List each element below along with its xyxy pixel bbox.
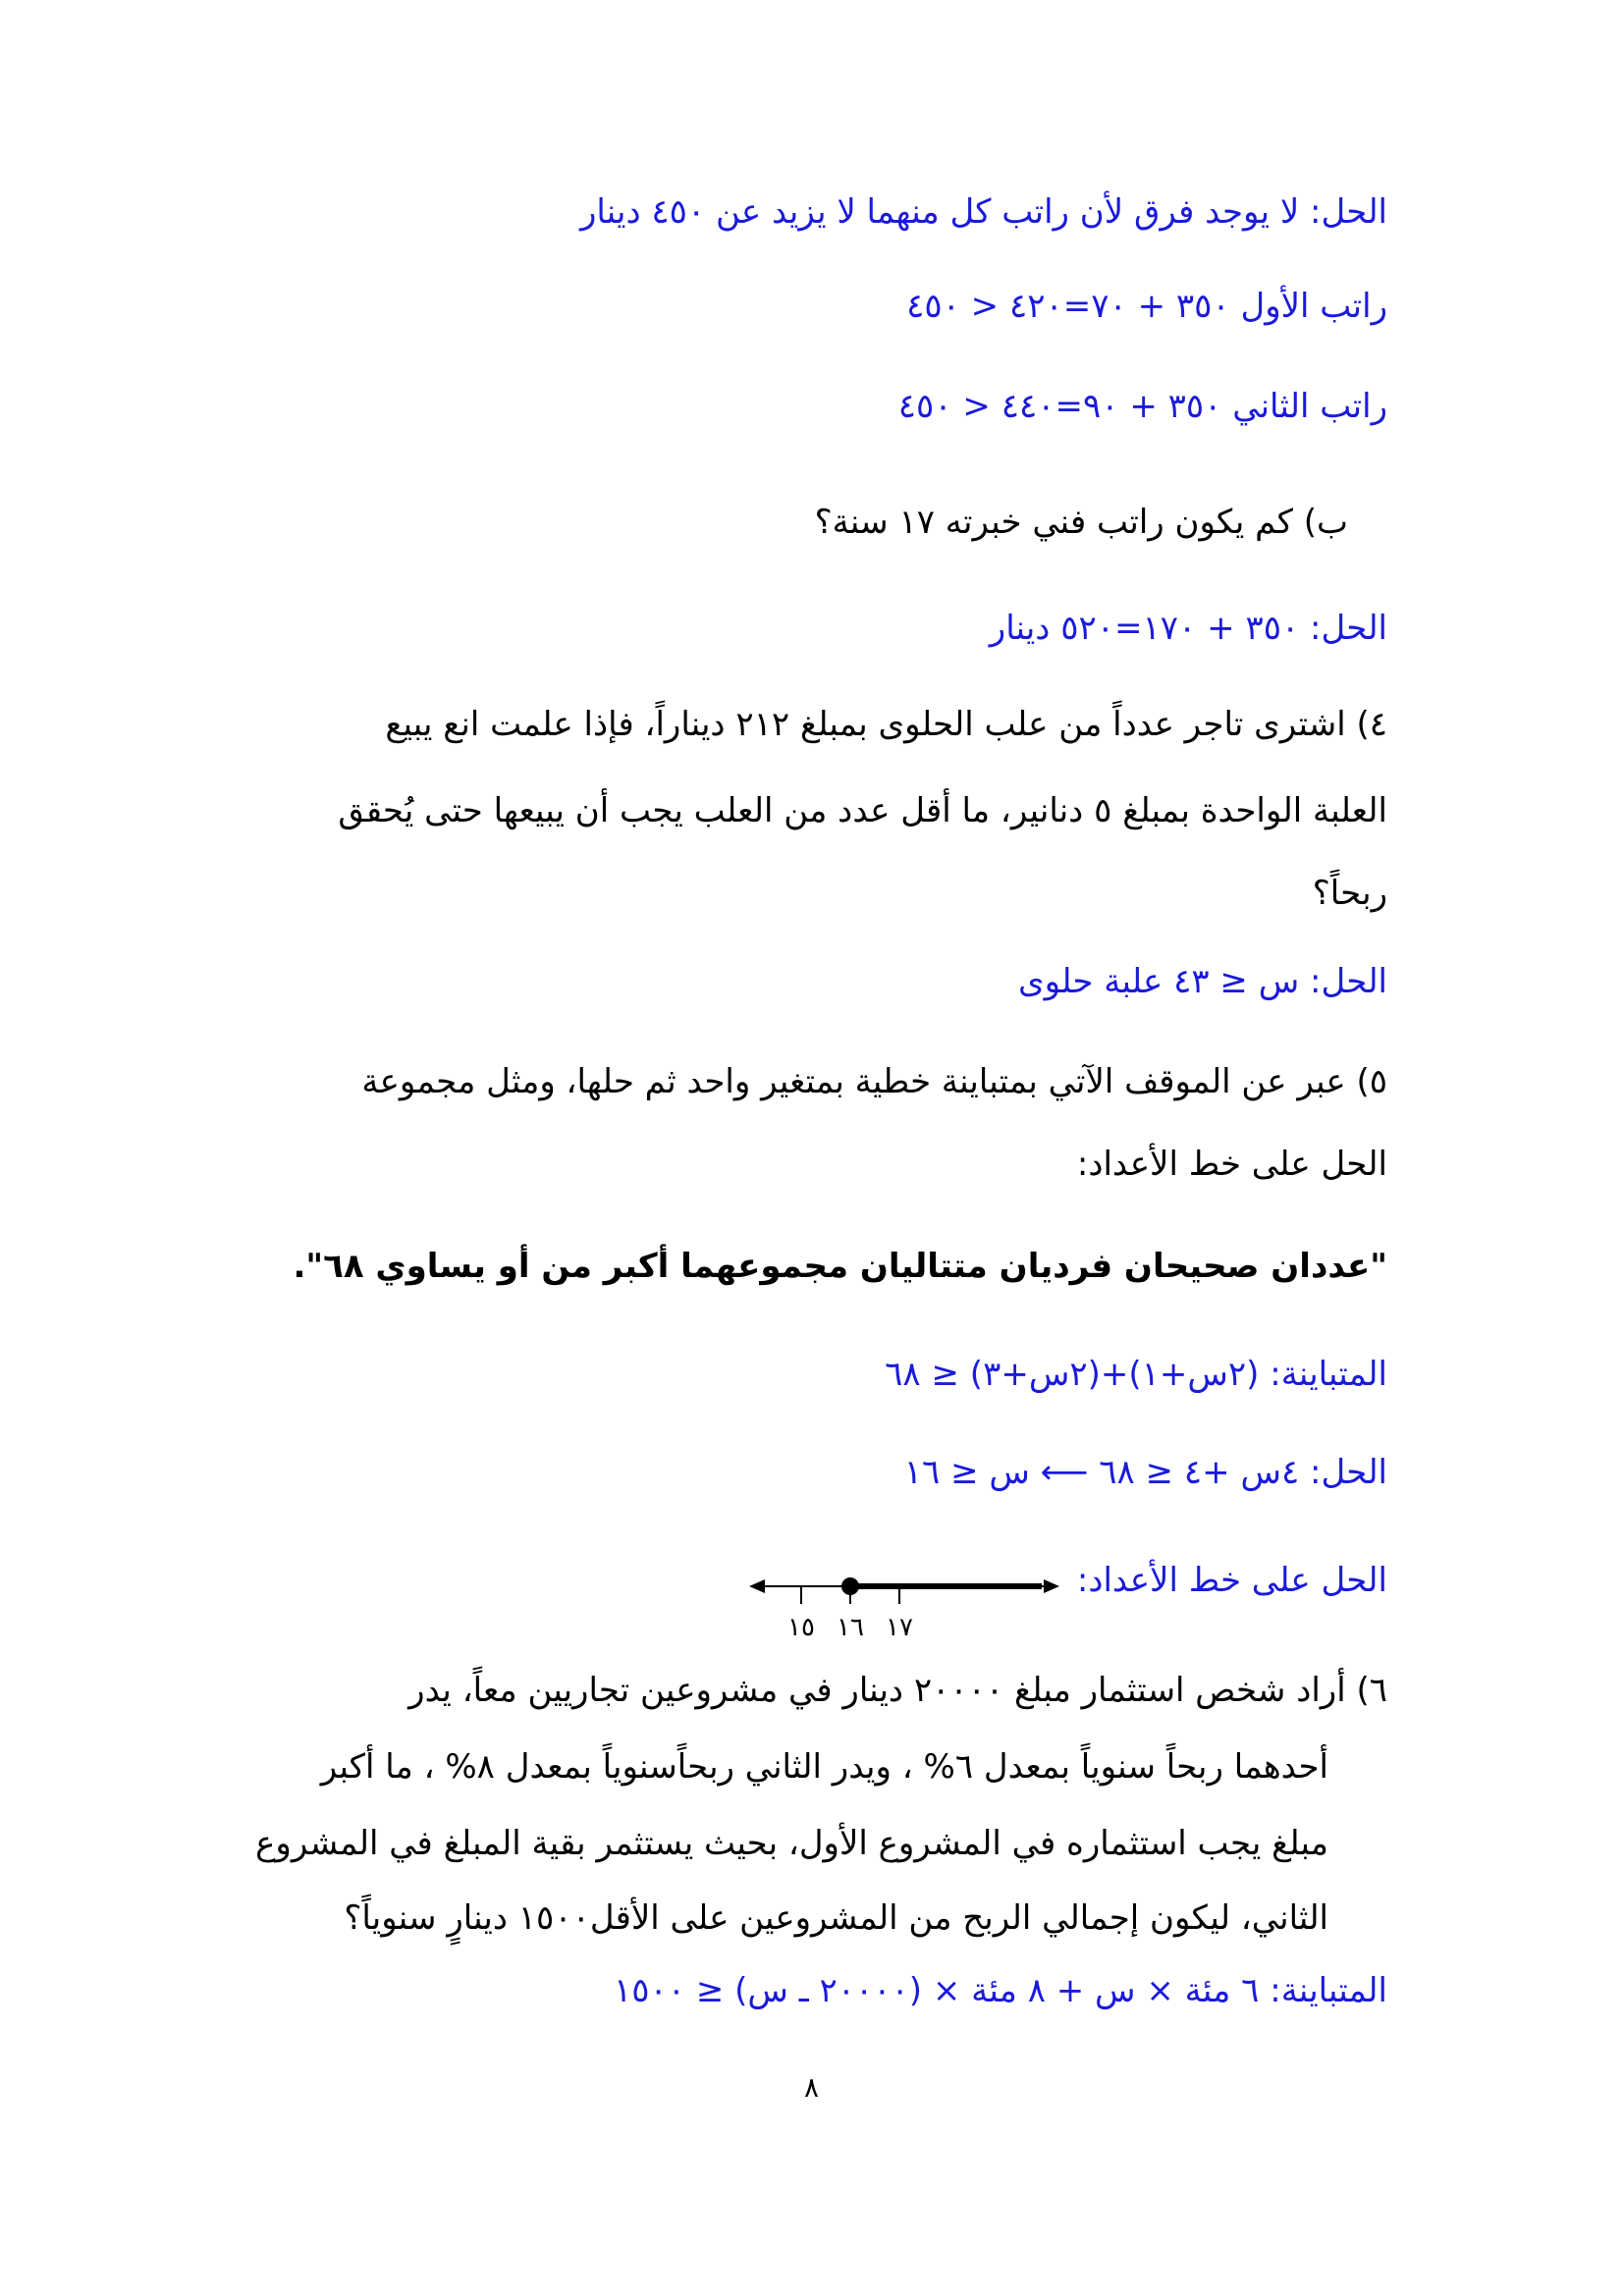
left-arrow-icon [749,1579,765,1593]
right-arrow-icon [1044,1579,1059,1593]
question-4-line-1: ٤) اشترى تاجر عدداً من علب الحلوى بمبلغ ٢١٢ ديناراً، فإذا علمت انع يبيع [385,705,1387,744]
inequality-question-5: المتباينة: (٢س+١)+(٢س+٣) ≤ ٦٨ [885,1355,1387,1394]
tick-label-17: ١٧ [885,1613,913,1642]
closed-point-16 [841,1577,859,1595]
solution-question-5: الحل: ٤س +٤ ≤ ٦٨ ⟵ س ≤ ١٦ [903,1453,1387,1492]
tick-label-15: ١٥ [786,1613,815,1642]
solution-line-first-salary: راتب الأول ٣٥٠ + ٧٠=٤٢٠ < ٤٥٠ [906,287,1387,326]
page-number: ٨ [803,2071,820,2104]
question-line-b: ب) كم يكون راتب فني خبرته ١٧ سنة؟ [814,503,1348,542]
question-6-line-4: الثاني، ليكون إجمالي الربح من المشروعين على الأقل١٥٠٠ دينارٍ سنوياً؟ [344,1898,1328,1938]
number-line-diagram [747,1561,1061,1649]
question-6-line-2: أحدهما ربحاً سنوياً بمعدل ٦% ، ويدر الثاني ربحاًسنوياً بمعدل ٨% ، ما أكبر [320,1747,1328,1787]
tick-label-16: ١٦ [836,1613,864,1642]
inequality-question-6: المتباينة: ٦ مئة × س + ٨ مئة × (٢٠٠٠٠ ـ س) ≤ ١٥٠٠ [613,1971,1387,2010]
question-6-line-1: ٦) أراد شخص استثمار مبلغ ٢٠٠٠٠ دينار في مشروعين تجاريين معاً، يدر [408,1671,1387,1710]
solution-line-salary-no-difference: الحل: لا يوجد فرق لأن راتب كل منهما لا يزيد عن ٤٥٠ دينار [579,192,1387,232]
question-5-line-1: ٥) عبر عن الموقف الآتي بمتباينة خطية بمتغير واحد ثم حلها، ومثل مجموعة [361,1062,1387,1101]
solution-line-17-years: الحل: ٣٥٠ + ١٧٠=٥٢٠ دينار [989,609,1387,648]
question-5-line-2: الحل على خط الأعداد: [1076,1145,1387,1184]
number-line-label: الحل على خط الأعداد: [1076,1561,1387,1600]
question-5-statement: "عددان صحيحان فرديان متتاليان مجموعهما أكبر من أو يساوي ٦٨". [293,1247,1387,1286]
solution-line-second-salary: راتب الثاني ٣٥٠ + ٩٠=٤٤٠ < ٤٥٠ [897,387,1387,426]
solution-question-4: الحل: س ≤ ٤٣ علبة حلوى [1017,962,1387,1001]
question-4-line-3: ربحاً؟ [1312,874,1387,913]
question-6-line-3: مبلغ يجب استثماره في المشروع الأول، بحيث يستثمر بقية المبلغ في المشروع [255,1824,1328,1863]
question-4-line-2: العلبة الواحدة بمبلغ ٥ دنانير، ما أقل عدد من العلب يجب أن يبيعها حتى يُحقق [338,791,1387,830]
number-line-row [747,1561,1387,1649]
